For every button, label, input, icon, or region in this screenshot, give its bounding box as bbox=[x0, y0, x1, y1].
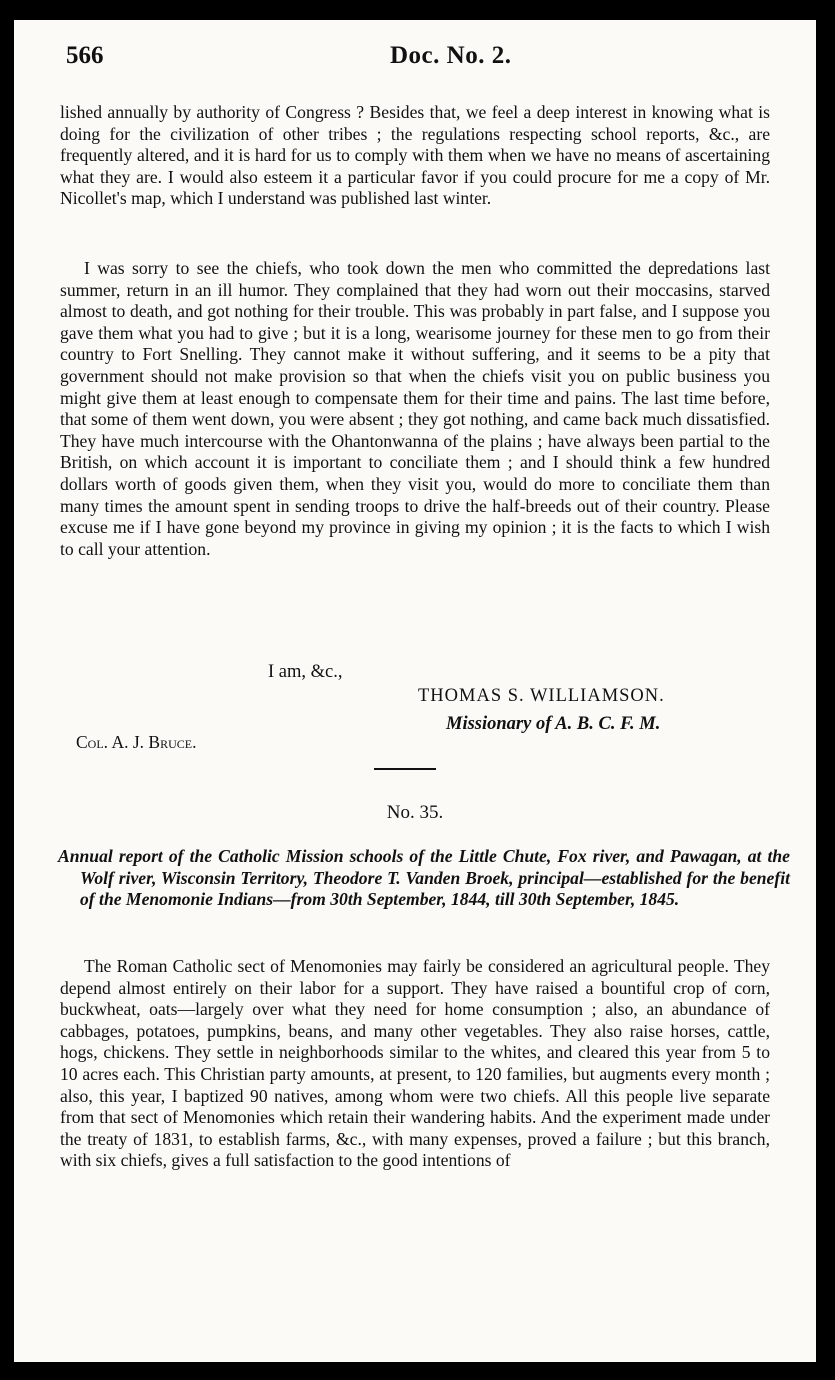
addressee-name: Col. A. J. Bruce. bbox=[76, 732, 197, 752]
page-header bbox=[66, 42, 766, 82]
running-title: Doc. No. 2. bbox=[390, 42, 512, 69]
letter-paragraph-1: lished annually by authority of Congress ? Besides that, we feel a deep interest in knowing what is doing for the civilization of other tribes ; the regulations respecting school reports, &c., are frequently altered, and it is hard for us to comply with them when we have no means of ascertaining what they are. I would also esteem it a particular favor if you could procure for me a copy of Mr. Nicollet's map, which I understand was published last winter. bbox=[60, 102, 770, 209]
addressee bbox=[76, 732, 196, 753]
signer-name: THOMAS S. WILLIAMSON. bbox=[418, 686, 665, 706]
document-number: No. 35. bbox=[386, 802, 444, 823]
letter-closing: I am, &c., bbox=[268, 662, 343, 682]
section-divider bbox=[374, 768, 436, 770]
letter-paragraph-2: I was sorry to see the chiefs, who took down the men who committed the depredations last summer, return in an ill humor. They complained that they had worn out their moccasins, starved almost to death, and got nothing for their trouble. This was probably in part false, and I suppose you gave them what you had to give ; but it is a long, wearisome journey for these men to go from their country to Fort Snelling. They cannot make it without suffering, and it seems to be a pity that government should not make provision so that when the chiefs visit you on public business you might give them at least enough to compensate them for their time and pains. The last time before, that some of them went down, you were absent ; they got nothing, and came back much dissatisfied. They have much intercourse with the Ohantonwanna of the plains ; have always been partial to the British, on which account it is important to conciliate them ; and I should think a few hundred dollars worth of goods given them, when they visit you, would do more to conciliate them than many times the amount spent in sending troops to drive the half-breeds out of their country. Please excuse me if I have gone beyond my province in giving my opinion ; it is the facts to which I wish to call your attention. bbox=[60, 258, 770, 559]
signer-title: Missionary of A. B. C. F. M. bbox=[446, 714, 661, 734]
report-paragraph-1: The Roman Catholic sect of Menomonies may fairly be considered an agricultural people. They depend almost entirely on their labor for a support. They have raised a bountiful crop of corn, buckwheat, oats—largely over what they need for home consumption ; also, an abundance of cabbages, potatoes, pumpkins, beans, and many other vegetables. They also raise horses, cattle, hogs, chickens. They settle in neighborhoods similar to the whites, and cleared this year from 5 to 10 acres each. This Christian party amounts, at present, to 120 families, but augments every month ; also, this year, I baptized 90 natives, among whom were two chiefs. All this people live separate from that sect of Menomonies which retain their wandering habits. And the experiment made under the treaty of 1831, to establish farms, &c., with many expenses, proved a failure ; but this branch, with six chiefs, gives a full satisfaction to the good intentions of bbox=[60, 956, 770, 1171]
report-title: Annual report of the Catholic Mission schools of the Little Chute, Fox river, and Pawagan, at the Wolf river, Wisconsin Territory, Theodore T. Vanden Broek, principal—established for the benefit of the Menomonie Indians—from 30th September, 1844, till 30th September, 1845. bbox=[58, 846, 790, 910]
page-number: 566 bbox=[66, 42, 104, 69]
document-page bbox=[14, 20, 816, 1362]
